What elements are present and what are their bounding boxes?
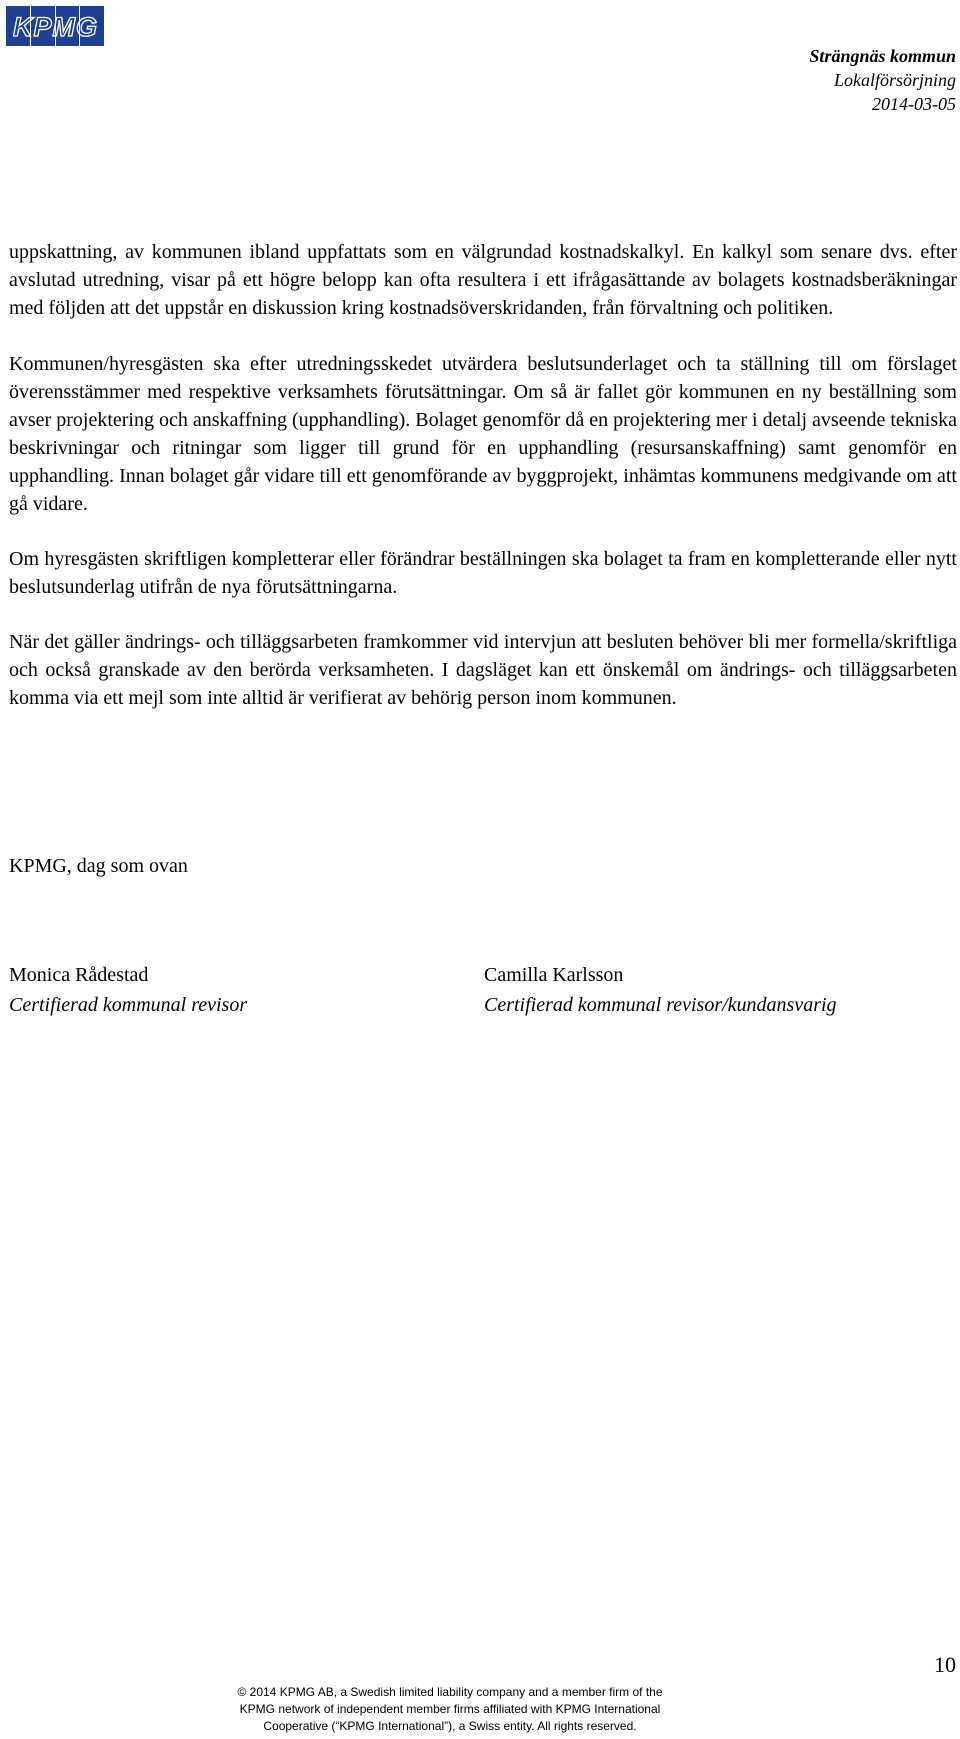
signer-title: Certifierad kommunal revisor (9, 994, 248, 1016)
footer-line-3: Cooperative (“KPMG International”), a Swiss entity. All rights reserved. (263, 1719, 637, 1733)
kpmg-logo (6, 6, 105, 46)
closing-line: KPMG, dag som ovan (9, 855, 188, 877)
signer-title: Certifierad kommunal revisor/kundansvarig (484, 994, 837, 1016)
signer-name: Monica Rådestad (9, 964, 149, 986)
paragraph-4: När det gäller ändrings- och tilläggsarbeten framkommer vid intervjun att besluten behöver bli mer formella/skriftliga och också granskade av den berörda verksamheten. I dagsläget kan ett önskemål om ändrings- och tilläggsarbeten komma via ett mejl som inte alltid är verifierat av behörig person inom kommunen. (9, 631, 957, 709)
page-number: 10 (934, 1652, 956, 1677)
paragraph-2: Kommunen/hyresgästen ska efter utredningsskedet utvärdera beslutsunderlaget och ta ställning till om förslaget överensstämmer med respektive verksamhets förutsättningar. Om så är fallet gör kommunen en ny beställning som avser projektering och anskaffning (upphandling). Bolaget genomför då en projektering mer i detalj avseende tekniska beskrivningar och ritningar som ligger till grund för en upphandling (resursanskaffning) samt genomför en upphandling. Innan bolaget går vidare till ett genomförande av byggprojekt, inhämtas kommunens medgivande om att gå vidare. (9, 353, 957, 515)
signature-right (484, 960, 837, 1020)
signer-name: Camilla Karlsson (484, 964, 624, 986)
logo-text: KPMG (13, 12, 98, 42)
signature-left (9, 960, 247, 1020)
document-header (809, 44, 956, 116)
paragraph-3: Om hyresgästen skriftligen kompletterar eller förändrar beställningen ska bolaget ta fram en kompletterande eller nytt beslutsunderlag utifrån de nya förutsättningarna. (9, 548, 957, 598)
header-organization: Strängnäs kommun (809, 46, 956, 66)
header-subject: Lokalförsörjning (833, 70, 956, 90)
footer-line-1: © 2014 KPMG AB, a Swedish limited liability company and a member firm of the (237, 1685, 663, 1699)
header-date: 2014-03-05 (872, 94, 956, 114)
copyright-footer (200, 1684, 700, 1735)
body-text (9, 238, 957, 739)
paragraph-1: uppskattning, av kommunen ibland uppfattats som en välgrundad kostnadskalkyl. En kalkyl som senare dvs. efter avslutad utredning, visar på ett högre belopp kan ofta resultera i ett ifrågasättande av bolagets kostnadsberäkningar med följden att det uppstår en diskussion kring kostnadsöverskridanden, från förvaltning och politiken. (9, 241, 957, 319)
footer-line-2: KPMG network of independent member firms affiliated with KPMG International (239, 1702, 661, 1716)
